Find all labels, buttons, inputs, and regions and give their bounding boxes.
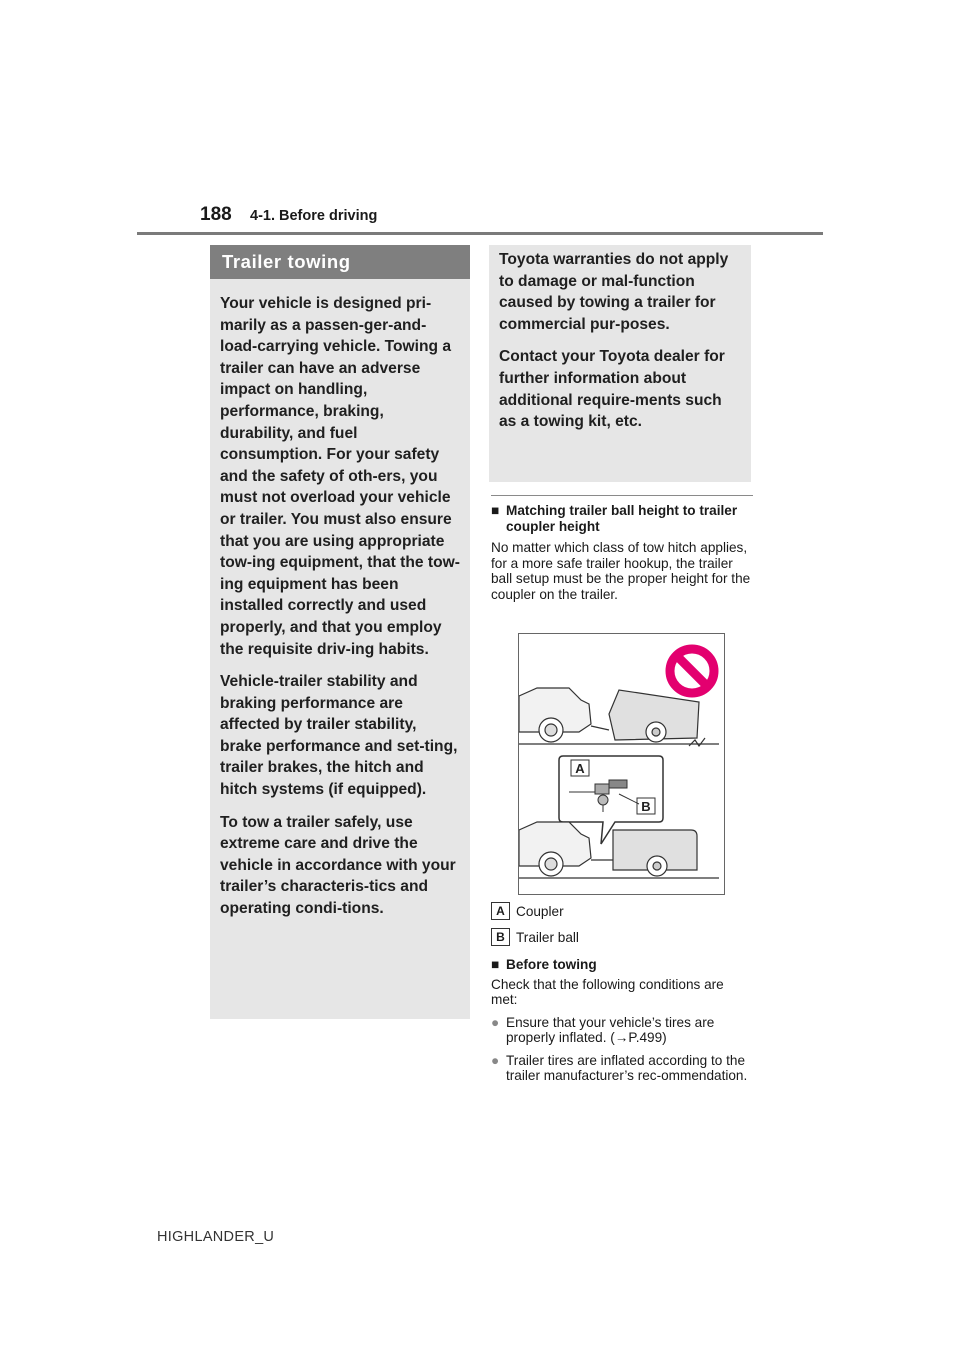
box-paragraph: Your vehicle is designed pri-marily as a passen-ger-and-load-carrying vehicle. Towing a trailer can have an adverse impact on handling, performance, braking, durability, and fuel consumption. For your safety and the safety of oth-ers, you must not overload your vehicle or trailer. You must also ensure that you are using appropriate tow-ing equipment, that the tow-ing equipment has been installed correctly and used properly, and that you employ the requisite driv-ing habits.	[220, 295, 460, 658]
box-paragraph: Vehicle-trailer stability and braking performance are affected by trailer stability, brake performance and set-ting, trailer brakes, the hitch and hitch systems (if equipped).	[220, 673, 458, 799]
square-bullet-icon: ■	[491, 503, 500, 518]
section-heading	[491, 957, 753, 973]
section-text: No matter which class of tow hitch applies, for a more safe trailer hookup, the trailer ball setup must be the proper height for the coupler on the trailer.	[491, 540, 751, 602]
square-bullet-icon: ■	[491, 957, 500, 972]
correct-hookup-scene	[519, 822, 719, 878]
list-item-text: Ensure that your vehicle’s tires are properly inflated. (→P.499)	[506, 1014, 715, 1045]
page-number: 188	[200, 204, 232, 225]
box-paragraph: Toyota warranties do not apply to damage or mal-function caused by towing a trailer for commercial pur-poses.	[499, 251, 729, 333]
section-title: 4-1. Before driving	[250, 208, 378, 224]
ball-height-section	[491, 495, 753, 602]
header-divider	[137, 232, 823, 235]
box-title: Trailer towing	[210, 245, 470, 279]
bullet-dot-icon: ●	[491, 1052, 500, 1068]
legend-badge: B	[491, 928, 510, 946]
prohibited-icon	[670, 649, 714, 693]
heading-text: Before towing	[506, 957, 597, 972]
figure-label-a: A	[575, 761, 585, 776]
legend-text: Trailer ball	[516, 929, 579, 945]
box-paragraph: To tow a trailer safely, use extreme care and drive the vehicle in accordance with your trailer’s characteris-tics and operating condi-tions.	[220, 813, 456, 918]
hitch-height-illustration	[518, 633, 725, 895]
list-item	[491, 1015, 753, 1046]
warranty-box	[489, 245, 751, 482]
section-divider	[491, 495, 753, 496]
legend-badge: A	[491, 902, 510, 920]
legend-item	[491, 902, 751, 920]
box-paragraph: Contact your Toyota dealer for further information about additional require-ments such as a towing kit, etc.	[499, 348, 725, 431]
footer-model: HIGHLANDER_U	[157, 1229, 275, 1245]
legend-item	[491, 928, 751, 946]
list-item	[491, 1053, 753, 1084]
figure-label-b: B	[641, 799, 651, 814]
section-text: Check that the following conditions are met:	[491, 976, 724, 1007]
legend-text: Coupler	[516, 903, 564, 919]
section-heading	[491, 503, 753, 534]
heading-text: Matching trailer ball height to trailer coupler height	[506, 503, 738, 534]
before-towing-section	[491, 957, 753, 1084]
bullet-dot-icon: ●	[491, 1014, 500, 1030]
trailer-towing-box	[210, 245, 470, 1019]
hitch-figure	[519, 634, 724, 894]
list-item-text: Trailer tires are inflated according to the trailer manufacturer’s rec-ommendation.	[506, 1052, 748, 1083]
